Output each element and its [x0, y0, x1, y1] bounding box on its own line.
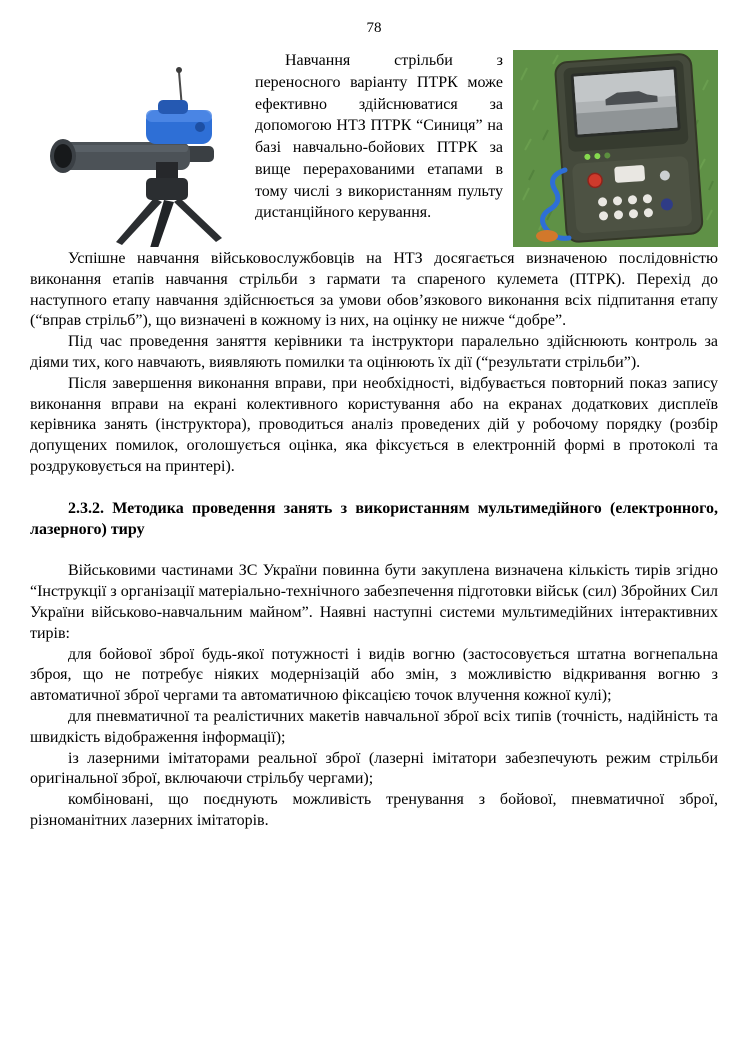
- paragraph: Успішне навчання військовослужбовців на НТЗ досягається визначеною послідовністю виконання етапів навчання стрільби з гармати та спареного кулемета (ПТРК). Перехід до наступного етапу навчання здійснюється за умови обов’язкового виконання всіх підпитання етапу (“вправ стрільб”), що визначені в кожному із них, на оцінку не нижче “добре”.: [30, 250, 718, 330]
- ptrk-trainer-photo: [30, 50, 245, 247]
- list-paragraph: для бойової зброї будь-якої потужності і видів вогню (застосовується штатна вогнепальна зброя, що не потребує ніяких модернізацій або змін, з можливістю відкривання вогню з автоматичної зброї чергами та автоматичною фіксацією точок влучення кожної кулі);: [30, 645, 718, 705]
- section-heading: 2.3.2. Методика проведення занять з використанням мультимедійного (електронного, лазерного) тиру: [30, 499, 718, 538]
- list-paragraph: комбіновані, що поєднують можливість тренування з бойової, пневматичної зброї, різноманітних лазерних імітаторів.: [30, 791, 718, 829]
- paragraph: Після завершення виконання вправи, при необхідності, відбувається повторний показ запису виконання вправи на екрані колективного користування або на екранах додаткових дисплеїв керівника занять (інструктора), проводиться аналіз проведених дій у робочому порядку (розбір допущених помилок, оголошується оцінка, яка фіксується в електронній формі в протоколі та роздруковується на принтері).: [30, 374, 718, 475]
- list-paragraph: із лазерними імітаторами реальної зброї (лазерні імітатори забезпечують режим стрільби оригінальної зброї, включаючи стрільбу чергами);: [30, 749, 718, 788]
- top-section: [30, 50, 718, 247]
- paragraph: Військовими частинами ЗС України повинна бути закуплена визначена кількість тирів згідно “Інструкції з організації матеріально-технічного забезпечення підготовки військ (сил) Збройних Сил України військово-навчальним майном”. Наявні наступні системи мультимедійних інтерактивних тирів:: [30, 562, 718, 642]
- remote-control-image: [513, 50, 718, 247]
- paragraph: Під час проведення заняття керівники та інструктори паралельно здійснюють контроль за діями тих, кого навчають, виявляють помилки та оцінюють їх дії (“результати стрільби”).: [30, 333, 718, 371]
- ptrk-trainer-image: [30, 50, 245, 247]
- intro-paragraph: Навчання стрільби з переносного варіанту ПТРК може ефективно здійснюватися за допомогою НТЗ ПТРК “Синиця” на базі навчально-бойових ПТРК за вище перерахованими етапами в тому числі з використанням пульту дистанційного керування.: [255, 52, 503, 222]
- list-paragraph: для пневматичної та реалістичних макетів навчальної зброї всіх типів (точність, надійність та швидкість відображення інформації);: [30, 707, 718, 746]
- page-number: 78: [366, 20, 382, 36]
- remote-control-photo: [513, 50, 718, 247]
